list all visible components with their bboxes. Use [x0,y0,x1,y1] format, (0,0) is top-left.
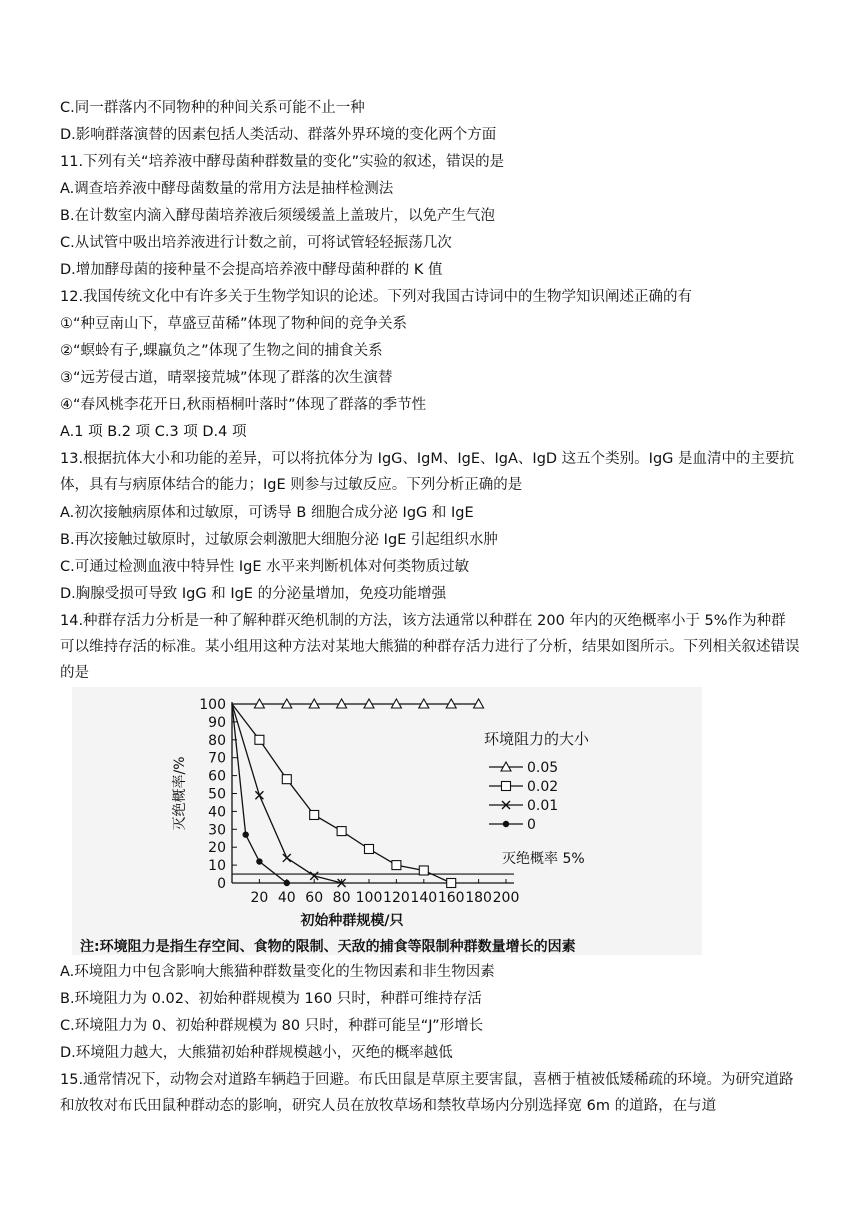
y-axis-label: 灭绝概率/% [172,756,188,831]
option-13-a: A.初次接触病原体和过敏原，可诱导 B 细胞合成分泌 IgG 和 IgE [60,505,474,521]
y-tick-label: 100 [199,697,226,713]
series-point-1 [282,775,291,784]
option-14-b: B.环境阻力为 0.02、初始种群规模为 160 只时，种群可维持存活 [60,991,482,1007]
question-12: 12.我国传统文化中有许多关于生物学知识的论述。下列对我国古诗词中的生物学知识阐述正确的有 [60,289,693,305]
x-axis-label: 初始种群规模/只 [300,913,404,929]
y-tick-label: 50 [208,786,226,803]
option-14-a: A.环境阻力中包含影响大熊猫种群数量变化的生物因素和非生物因素 [60,964,495,980]
x-tick-label: 40 [277,890,296,906]
y-tick-label: 40 [208,804,226,821]
y-tick-label: 70 [208,750,226,767]
legend-label-1: 0.02 [527,779,559,795]
option-11-d: D.增加酵母菌的接种量不会提高培养液中酵母菌种群的 K 值 [60,262,443,278]
option-13-c: C.可通过检测血液中特异性 IgE 水平来判断机体对何类物质过敏 [60,559,470,575]
y-tick-label: 90 [208,714,226,731]
statement-1: ①“种豆南山下，草盛豆苗稀”体现了物种间的竞争关系 [60,316,408,332]
x-tick-label: 20 [250,890,269,906]
series-point-3 [284,880,290,886]
question-11: 11.下列有关“培养液中酵母菌种群数量的变化”实验的叙述，错误的是 [60,154,505,170]
threshold-label: 灭绝概率 5% [502,851,585,867]
option-11-b: B.在计数室内滴入酵母菌培养液后须缓缓盖上盖玻片，以免产生气泡 [60,208,496,224]
series-point-1 [365,844,374,853]
series-point-1 [310,810,319,819]
series-point-3 [243,831,249,837]
legend-title: 环境阻力的大小 [484,730,590,748]
y-tick-label: 0 [217,876,226,892]
legend-label-0: 0.05 [527,760,559,776]
x-tick-label: 100 [355,890,383,906]
figure-note: 注:环境阻力是指生存空间、食物的限制、天敌的捕食等限制种群数量增长的因素 [80,939,576,955]
y-tick-label: 20 [208,840,226,857]
series-line-1 [232,704,451,883]
series-point-1 [255,735,264,744]
series-point-1 [337,827,346,836]
y-tick-label: 30 [208,822,226,839]
series-point-2 [310,872,318,880]
legend-marker-3 [503,821,509,827]
legend-marker-1 [502,782,511,791]
x-tick-label: 140 [410,890,438,906]
y-tick-label: 80 [208,732,226,749]
statement-4: ④“春风桃李花开日,秋雨梧桐叶落时”体现了群落的季节性 [60,397,427,413]
option-13-d: D.胸腺受损可导致 IgG 和 IgE 的分泌量增加，免疫功能增强 [60,586,447,602]
x-tick-label: 200 [492,890,520,906]
legend-label-2: 0.01 [527,798,559,814]
x-tick-label: 180 [465,890,492,906]
series-point-1 [419,866,428,875]
legend-label-3: 0 [527,817,536,833]
chart-svg [72,687,702,955]
series-point-1 [392,861,401,870]
series-point-2 [255,791,263,799]
line-1: D.影响群落演替的因素包括人类活动、群落外界环境的变化两个方面 [60,127,497,143]
question-13: 13.根据抗体大小和功能的差异，可以将抗体分为 IgG、IgM、IgE、IgA、IgD 这五个类别。IgG 是血清中的主要抗体，具有与病原体结合的能力；IgE 则参与过敏反应。下列分析正确的是 [60,451,794,493]
option-11-a: A.调查培养液中酵母菌数量的常用方法是抽样检测法 [60,181,394,197]
x-tick-label: 160 [437,890,465,906]
option-13-b: B.再次接触过敏原时，过敏原会刺激肥大细胞分泌 IgE 引起组织水肿 [60,532,498,548]
series-point-1 [447,879,456,888]
series-line-2 [232,704,342,883]
option-14-d: D.环境阻力越大，大熊猫初始种群规模越小，灭绝的概率越低 [60,1045,453,1061]
x-tick-label: 80 [332,890,351,906]
option-11-c: C.从试管中吸出培养液进行计数之前，可将试管轻轻振荡几次 [60,235,452,251]
question-15: 15.通常情况下，动物会对道路车辆趋于回避。布氏田鼠是草原主要害鼠，喜栖于植被低矮稀疏的环境。为研究道路和放牧对布氏田鼠种群动态的影响，研究人员在放牧草场和禁牧草场内分别选择宽 6m 的道路，在与道 [60,1072,794,1114]
statement-2: ②“螟蛉有子,蜾蠃负之”体现了生物之间的捕食关系 [60,343,383,359]
x-tick-label: 60 [305,890,324,906]
option-12: A.1 项 B.2 项 C.3 项 D.4 项 [60,424,247,440]
series-point-2 [283,854,291,862]
question-14: 14.种群存活力分析是一种了解种群灭绝机制的方法，该方法通常以种群在 200 年内的灭绝概率小于 5%作为种群可以维持存活的标准。某小组用这种方法对某地大熊猫的种群存活力进行了分析，结果如图所示。下列相关叙述错误的是 [60,613,800,681]
statement-3: ③“远芳侵古道，晴翠接荒城”体现了群落的次生演替 [60,370,393,386]
option-14-c: C.环境阻力为 0、初始种群规模为 80 只时，种群可能呈“J”形增长 [60,1018,484,1034]
y-tick-label: 60 [208,768,226,785]
line-0: C.同一群落内不同物种的种间关系可能不止一种 [60,100,365,116]
y-tick-label: 10 [208,858,226,875]
extinction-chart [72,687,702,955]
x-tick-label: 120 [383,890,410,906]
series-point-3 [256,858,262,864]
